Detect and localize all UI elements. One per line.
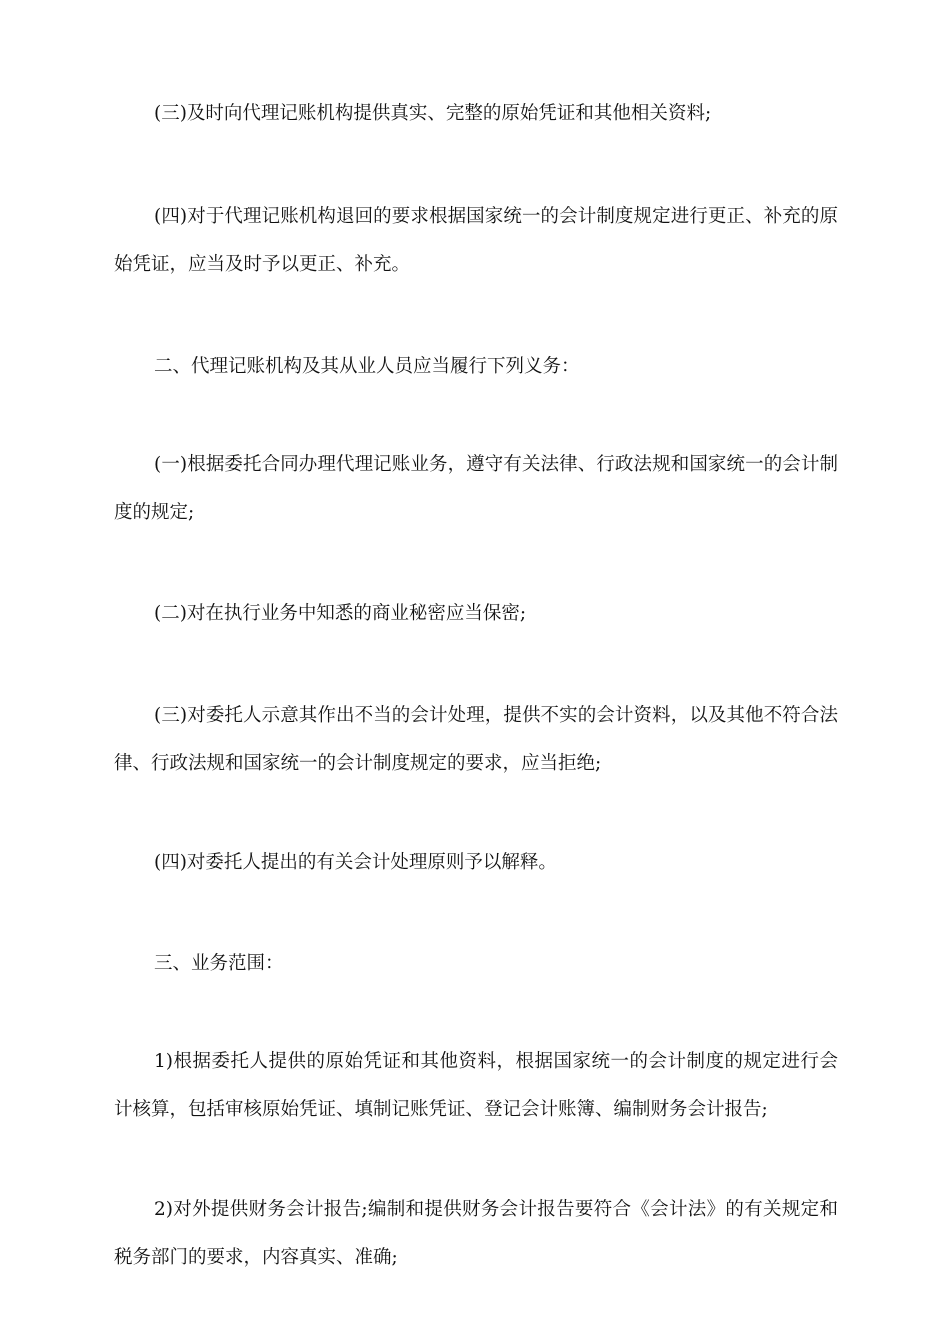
paragraph-scope-financial-reports: 2)对外提供财务会计报告;编制和提供财务会计报告要符合《会计法》的有关规定和税务部门的要求，内容真实、准确; [114,1199,838,1268]
paragraph-agency-follow-contract: (一)根据委托合同办理代理记账业务，遵守有关法律、行政法规和国家统一的会计制度的规定; [114,454,838,523]
paragraph-scope-accounting: 1)根据委托人提供的原始凭证和其他资料，根据国家统一的会计制度的规定进行会计核算，包括审核原始凭证、填制记账凭证、登记会计账簿、编制财务会计报告; [114,1051,838,1120]
section-heading-agency-obligations: 二、代理记账机构及其从业人员应当履行下列义务： [154,356,580,377]
section-heading-business-scope: 三、业务范围： [154,953,284,974]
paragraph-agency-explain-principles: (四)对委托人提出的有关会计处理原则予以解释。 [154,852,557,873]
paragraph-client-provide-vouchers: (三)及时向代理记账机构提供真实、完整的原始凭证和其他相关资料; [154,103,712,124]
paragraph-agency-refuse-improper: (三)对委托人示意其作出不当的会计处理，提供不实的会计资料，以及其他不符合法律、行政法规和国家统一的会计制度规定的要求，应当拒绝; [114,705,838,774]
paragraph-client-correct-vouchers: (四)对于代理记账机构退回的要求根据国家统一的会计制度规定进行更正、补充的原始凭证，应当及时予以更正、补充。 [114,206,838,275]
paragraph-agency-confidentiality: (二)对在执行业务中知悉的商业秘密应当保密; [154,603,527,624]
